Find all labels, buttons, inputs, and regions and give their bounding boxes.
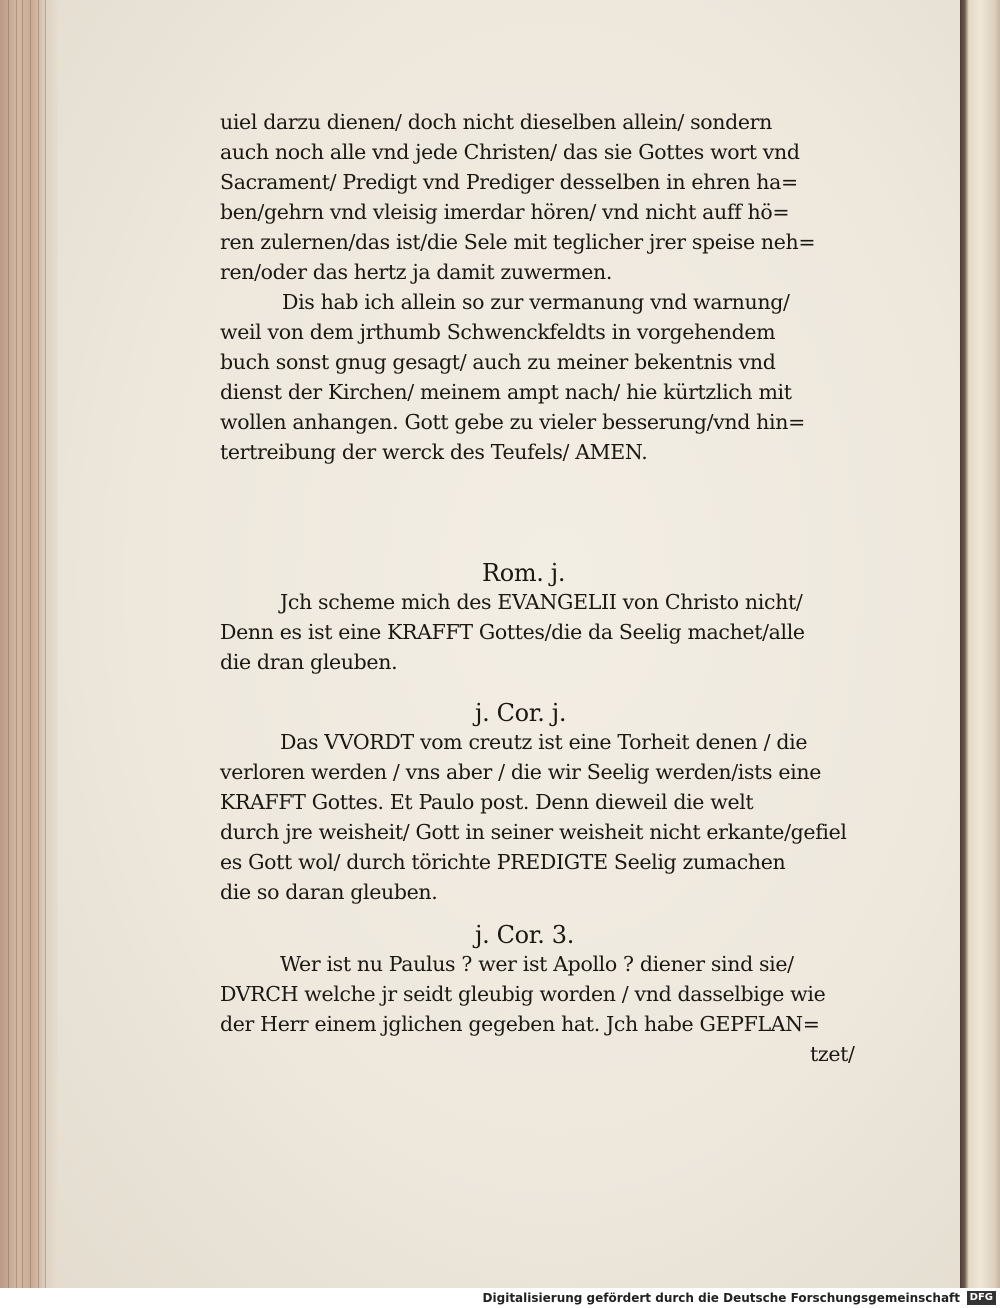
text-line: der Herr einem jglichen gegeben hat. Jch habe GEPFLAN= (220, 1012, 820, 1036)
text-line: verloren werden / vns aber / die wir Seelig werden/ists eine (220, 760, 821, 784)
text-line: Denn es ist eine KRAFFT Gottes/die da Seelig machet/alle (220, 620, 805, 644)
text-line: Das VVORDT vom creutz ist eine Torheit denen / die (280, 730, 808, 754)
text-line: die dran gleuben. (220, 650, 398, 674)
text-line: auch noch alle vnd jede Christen/ das sie Gottes wort vnd (220, 140, 800, 164)
dfg-logo: DFG (967, 1291, 996, 1305)
text-line: ben/gehrn vnd vleisig imerdar hören/ vnd nicht auff hö= (220, 200, 790, 224)
text-line: DVRCH welche jr seidt gleubig worden / vnd dasselbige wie (220, 982, 826, 1006)
left-page-edge (0, 0, 58, 1288)
section-heading: j. Cor. 3. (475, 921, 575, 949)
text-line: dienst der Kirchen/ meinem ampt nach/ hie kürtzlich mit (220, 380, 792, 404)
text-line: buch sonst gnug gesagt/ auch zu meiner bekentnis vnd (220, 350, 776, 374)
text-line: uiel darzu dienen/ doch nicht dieselben allein/ sondern (220, 110, 772, 134)
right-page-edge (960, 0, 1000, 1288)
catchword: tzet/ (810, 1042, 855, 1066)
funding-credit: Digitalisierung gefördert durch die Deutsche Forschungsgemeinschaft (482, 1291, 960, 1305)
text-line: die so daran gleuben. (220, 880, 438, 904)
text-line: Sacrament/ Predigt vnd Prediger desselben in ehren ha= (220, 170, 798, 194)
text-line: wollen anhangen. Gott gebe zu vieler besserung/vnd hin= (220, 410, 805, 434)
text-line: ren/oder das hertz ja damit zuwermen. (220, 260, 613, 284)
text-line: Dis hab ich allein so zur vermanung vnd warnung/ (282, 290, 790, 314)
footer-bar (0, 1288, 1000, 1308)
section-heading: Rom. j. (482, 559, 566, 587)
text-line: tertreibung der werck des Teufels/ AMEN. (220, 440, 648, 464)
text-line: es Gott wol/ durch törichte PREDIGTE Seelig zumachen (220, 850, 786, 874)
text-line: durch jre weisheit/ Gott in seiner weisheit nicht erkante/gefiel (220, 820, 847, 844)
text-line: Jch scheme mich des EVANGELII von Christo nicht/ (280, 590, 803, 614)
text-line: ren zulernen/das ist/die Sele mit teglicher jrer speise neh= (220, 230, 816, 254)
text-line: weil von dem jrthumb Schwenckfeldts in vorgehendem (220, 320, 776, 344)
section-heading: j. Cor. j. (475, 699, 567, 727)
text-line: KRAFFT Gottes. Et Paulo post. Denn dieweil die welt (220, 790, 754, 814)
text-line: Wer ist nu Paulus ? wer ist Apollo ? diener sind sie/ (280, 952, 794, 976)
